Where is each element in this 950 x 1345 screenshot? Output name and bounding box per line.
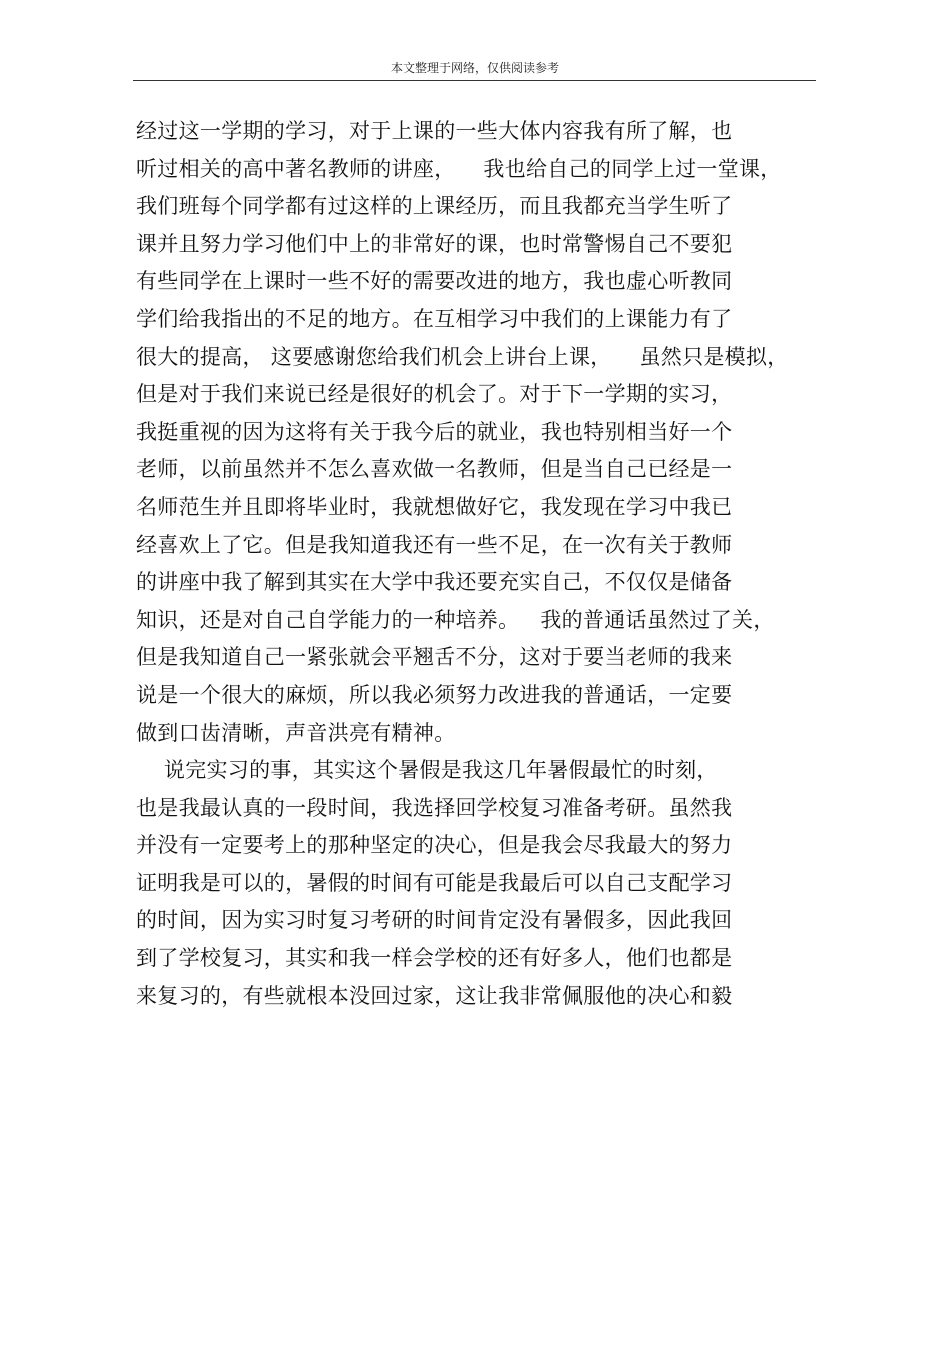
header-divider bbox=[133, 80, 816, 81]
body-text bbox=[136, 113, 836, 1015]
text-line-6: 学们给我指出的不足的地方。在互相学习中我们的上课能力有了 bbox=[136, 306, 733, 331]
text-line-7: 很大的提高， 这要感谢您给我们机会上讲台上课， 虽然只是模拟， bbox=[136, 344, 789, 369]
text-line-10: 老师，以前虽然并不怎么喜欢做一名教师，但是当自己已经是一 bbox=[136, 457, 733, 482]
text-line-3: 我们班每个同学都有过这样的上课经历，而且我都充当学生听了 bbox=[136, 194, 733, 219]
text-line-8: 但是对于我们来说已经是很好的机会了。对于下一学期的实习， bbox=[136, 382, 733, 407]
text-line-11: 名师范生并且即将毕业时，我就想做好它，我发现在学习中我已 bbox=[136, 494, 733, 519]
text-line-15: 但是我知道自己一紧张就会平翘舌不分，这对于要当老师的我来 bbox=[136, 645, 733, 670]
text-line-4: 课并且努力学习他们中上的非常好的课，也时常警惕自己不要犯 bbox=[136, 231, 733, 256]
text-line-19: 也是我最认真的一段时间，我选择回学校复习准备考研。虽然我 bbox=[136, 795, 733, 820]
text-line-23: 到了学校复习，其实和我一样会学校的还有好多人，他们也都是 bbox=[136, 946, 733, 971]
text-line-22: 的时间，因为实习时复习考研的时间肯定没有暑假多，因此我回 bbox=[136, 908, 733, 933]
text-line-24: 来复习的，有些就根本没回过家，这让我非常佩服他的决心和毅 bbox=[136, 983, 733, 1008]
text-line-13: 的讲座中我了解到其实在大学中我还要充实自己，不仅仅是储备 bbox=[136, 570, 733, 595]
text-line-9: 我挺重视的因为这将有关于我今后的就业，我也特别相当好一个 bbox=[136, 419, 733, 444]
text-line-12: 经喜欢上了它。但是我知道我还有一些不足，在一次有关于教师 bbox=[136, 532, 733, 557]
text-line-17: 做到口齿清晰，声音洪亮有精神。 bbox=[136, 720, 456, 745]
text-line-21: 证明我是可以的，暑假的时间有可能是我最后可以自己支配学习 bbox=[136, 870, 733, 895]
text-line-2: 听过相关的高中著名教师的讲座， 我也给自己的同学上过一堂课， bbox=[136, 156, 782, 181]
page-header: 本文整理于网络，仅供阅读参考 bbox=[390, 61, 559, 75]
text-line-20: 并没有一定要考上的那种坚定的决心，但是我会尽我最大的努力 bbox=[136, 833, 733, 858]
text-line-14: 知识，还是对自己自学能力的一种培养。 我的普通话虽然过了关， bbox=[136, 607, 775, 632]
text-line-5: 有些同学在上课时一些不好的需要改进的地方，我也虚心听教同 bbox=[136, 269, 733, 294]
text-line-1: 经过这一学期的学习，对于上课的一些大体内容我有所了解，也 bbox=[136, 119, 733, 143]
text-line-16: 说是一个很大的麻烦，所以我必须努力改进我的普通话，一定要 bbox=[136, 682, 733, 707]
text-line-18: 说完实习的事，其实这个暑假是我这几年暑假最忙的时刻， bbox=[136, 758, 718, 783]
